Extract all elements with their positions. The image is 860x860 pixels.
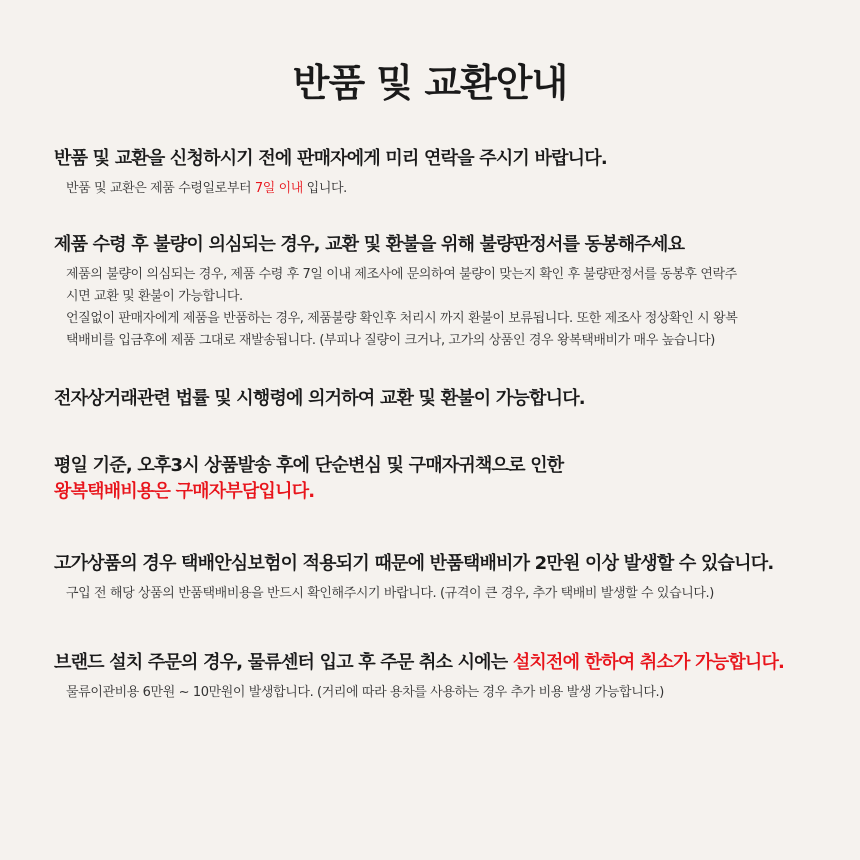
body-text: 반품 및 교환은 제품 수령일로부터 [66, 181, 255, 196]
section-body: 구입 전 해당 상품의 반품택배비용을 반드시 확인해주시기 바랍니다. (규격이 큰 경우, 추가 택배비 발생할 수 있습니다.) [66, 586, 714, 601]
section-defect-report [54, 232, 844, 352]
section-heading: 제품 수령 후 불량이 의심되는 경우, 교환 및 환불을 위해 불량판정서를 동봉해주세요 [54, 234, 685, 255]
section-body [54, 178, 844, 200]
section-legal-basis [54, 386, 844, 412]
body-line: 택배비를 입금후에 제품 그대로 재발송됩니다. (부피나 질량이 크거나, 고가의 상품인 경우 왕복택배비가 매우 높습니다) [66, 333, 715, 348]
section-heading: 고가상품의 경우 택배안심보험이 적용되기 때문에 반품택배비가 2만원 이상 발생할 수 있습니다. [54, 553, 774, 574]
section-shipping-cost [54, 453, 844, 505]
section-heading [54, 650, 844, 676]
body-text: 입니다. [302, 181, 347, 196]
section-body: 물류이관비용 6만원 ~ 10만원이 발생합니다. (거리에 따라 용차를 사용하는 경우 추가 비용 발생 가능합니다.) [66, 685, 664, 700]
section-contact-before-return [54, 146, 844, 200]
heading-line: 평일 기준, 오후3시 상품발송 후에 단순변심 및 구매자귀책으로 인한 [54, 455, 564, 476]
section-heading [54, 453, 844, 505]
page-title: 반품 및 교환안내 [292, 61, 568, 105]
body-line: 언질없이 판매자에게 제품을 반품하는 경우, 제품불량 확인후 처리시 까지 환불이 보류됩니다. 또한 제조사 정상확인 시 왕복 [66, 311, 738, 326]
heading-text: 브랜드 설치 주문의 경우, 물류센터 입고 후 주문 취소 시에는 [54, 652, 513, 673]
heading-highlight: 설치전에 한하여 취소가 가능합니다. [512, 652, 785, 673]
heading-highlight-line: 왕복택배비용은 구매자부담입니다. [54, 481, 315, 502]
section-heading: 반품 및 교환을 신청하시기 전에 판매자에게 미리 연락을 주시기 바랍니다. [54, 148, 607, 169]
section-brand-installation [54, 650, 844, 704]
body-line: 제품의 불량이 의심되는 경우, 제품 수령 후 7일 이내 제조사에 문의하여 불량이 맞는지 확인 후 불량판정서를 동봉후 연락주 [66, 267, 737, 282]
section-body [54, 264, 844, 352]
highlight-text: 7일 이내 [254, 181, 303, 196]
section-heading: 전자상거래관련 법률 및 시행령에 의거하여 교환 및 환불이 가능합니다. [54, 388, 585, 409]
section-expensive-items [54, 551, 844, 605]
body-line: 시면 교환 및 환불이 가능합니다. [66, 289, 243, 304]
